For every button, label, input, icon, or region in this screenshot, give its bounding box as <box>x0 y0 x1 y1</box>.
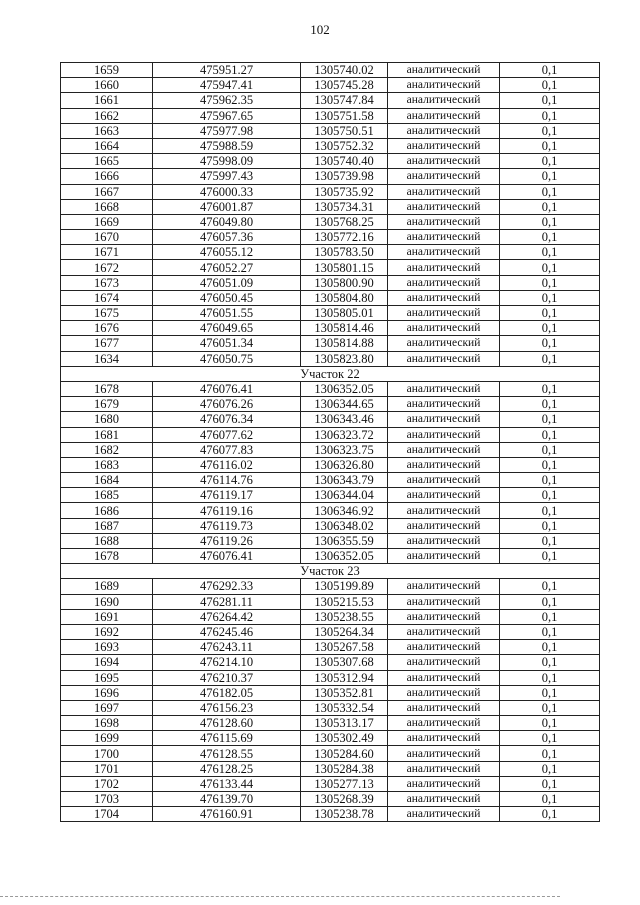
point-number-cell: 1702 <box>61 776 153 791</box>
y-coordinate-cell: 1305783.50 <box>301 245 388 260</box>
point-number-cell: 1704 <box>61 807 153 822</box>
x-coordinate-cell: 476119.73 <box>153 518 301 533</box>
y-coordinate-cell: 1305238.78 <box>301 807 388 822</box>
y-coordinate-cell: 1305264.34 <box>301 624 388 639</box>
point-number-cell: 1696 <box>61 685 153 700</box>
method-cell: аналитический <box>388 108 500 123</box>
x-coordinate-cell: 476160.91 <box>153 807 301 822</box>
accuracy-cell: 0,1 <box>500 655 600 670</box>
x-coordinate-cell: 476001.87 <box>153 199 301 214</box>
point-number-cell: 1634 <box>61 351 153 366</box>
table-row <box>61 685 600 700</box>
accuracy-cell: 0,1 <box>500 427 600 442</box>
y-coordinate-cell: 1305772.16 <box>301 230 388 245</box>
x-coordinate-cell: 476156.23 <box>153 700 301 715</box>
y-coordinate-cell: 1305734.31 <box>301 199 388 214</box>
y-coordinate-cell: 1306344.04 <box>301 488 388 503</box>
y-coordinate-cell: 1305307.68 <box>301 655 388 670</box>
method-cell: аналитический <box>388 199 500 214</box>
section-header-row <box>61 366 600 381</box>
x-coordinate-cell: 476264.42 <box>153 609 301 624</box>
point-number-cell: 1695 <box>61 670 153 685</box>
table-row <box>61 609 600 624</box>
method-cell: аналитический <box>388 230 500 245</box>
method-cell: аналитический <box>388 792 500 807</box>
accuracy-cell: 0,1 <box>500 457 600 472</box>
accuracy-cell: 0,1 <box>500 670 600 685</box>
method-cell: аналитический <box>388 63 500 78</box>
point-number-cell: 1698 <box>61 716 153 731</box>
y-coordinate-cell: 1305814.88 <box>301 336 388 351</box>
method-cell: аналитический <box>388 731 500 746</box>
coordinates-table <box>60 62 600 822</box>
method-cell: аналитический <box>388 503 500 518</box>
method-cell: аналитический <box>388 351 500 366</box>
table-row <box>61 640 600 655</box>
x-coordinate-cell: 476050.75 <box>153 351 301 366</box>
y-coordinate-cell: 1305747.84 <box>301 93 388 108</box>
table-row <box>61 533 600 548</box>
method-cell: аналитический <box>388 381 500 396</box>
table-row <box>61 154 600 169</box>
table-row <box>61 670 600 685</box>
x-coordinate-cell: 476051.55 <box>153 306 301 321</box>
accuracy-cell: 0,1 <box>500 63 600 78</box>
method-cell: аналитический <box>388 716 500 731</box>
table-row <box>61 214 600 229</box>
point-number-cell: 1676 <box>61 321 153 336</box>
x-coordinate-cell: 475977.98 <box>153 123 301 138</box>
method-cell: аналитический <box>388 184 500 199</box>
accuracy-cell: 0,1 <box>500 700 600 715</box>
method-cell: аналитический <box>388 807 500 822</box>
x-coordinate-cell: 476076.26 <box>153 397 301 412</box>
method-cell: аналитический <box>388 245 500 260</box>
accuracy-cell: 0,1 <box>500 230 600 245</box>
y-coordinate-cell: 1305332.54 <box>301 700 388 715</box>
x-coordinate-cell: 476292.33 <box>153 579 301 594</box>
table-row <box>61 716 600 731</box>
x-coordinate-cell: 476210.37 <box>153 670 301 685</box>
y-coordinate-cell: 1305215.53 <box>301 594 388 609</box>
method-cell: аналитический <box>388 93 500 108</box>
accuracy-cell: 0,1 <box>500 807 600 822</box>
page-number: 102 <box>310 22 330 37</box>
y-coordinate-cell: 1305801.15 <box>301 260 388 275</box>
y-coordinate-cell: 1306343.46 <box>301 412 388 427</box>
table-row <box>61 275 600 290</box>
point-number-cell: 1684 <box>61 473 153 488</box>
section-header-row <box>61 564 600 579</box>
table-row <box>61 321 600 336</box>
section-title: Участок 22 <box>61 366 600 381</box>
x-coordinate-cell: 476052.27 <box>153 260 301 275</box>
table-row <box>61 169 600 184</box>
x-coordinate-cell: 476049.65 <box>153 321 301 336</box>
point-number-cell: 1699 <box>61 731 153 746</box>
method-cell: аналитический <box>388 214 500 229</box>
accuracy-cell: 0,1 <box>500 761 600 776</box>
x-coordinate-cell: 476128.55 <box>153 746 301 761</box>
x-coordinate-cell: 476128.25 <box>153 761 301 776</box>
accuracy-cell: 0,1 <box>500 78 600 93</box>
table-row <box>61 123 600 138</box>
table-row <box>61 138 600 153</box>
x-coordinate-cell: 476128.60 <box>153 716 301 731</box>
accuracy-cell: 0,1 <box>500 488 600 503</box>
accuracy-cell: 0,1 <box>500 609 600 624</box>
y-coordinate-cell: 1305800.90 <box>301 275 388 290</box>
y-coordinate-cell: 1305284.60 <box>301 746 388 761</box>
point-number-cell: 1688 <box>61 533 153 548</box>
point-number-cell: 1703 <box>61 792 153 807</box>
point-number-cell: 1679 <box>61 397 153 412</box>
accuracy-cell: 0,1 <box>500 154 600 169</box>
point-number-cell: 1685 <box>61 488 153 503</box>
method-cell: аналитический <box>388 761 500 776</box>
x-coordinate-cell: 476077.83 <box>153 442 301 457</box>
table-row <box>61 792 600 807</box>
table-row <box>61 63 600 78</box>
y-coordinate-cell: 1305739.98 <box>301 169 388 184</box>
x-coordinate-cell: 476076.34 <box>153 412 301 427</box>
method-cell: аналитический <box>388 321 500 336</box>
y-coordinate-cell: 1305199.89 <box>301 579 388 594</box>
x-coordinate-cell: 476051.09 <box>153 275 301 290</box>
table-row <box>61 427 600 442</box>
y-coordinate-cell: 1305313.17 <box>301 716 388 731</box>
x-coordinate-cell: 476077.62 <box>153 427 301 442</box>
table-row <box>61 594 600 609</box>
method-cell: аналитический <box>388 336 500 351</box>
point-number-cell: 1681 <box>61 427 153 442</box>
accuracy-cell: 0,1 <box>500 321 600 336</box>
accuracy-cell: 0,1 <box>500 245 600 260</box>
accuracy-cell: 0,1 <box>500 533 600 548</box>
point-number-cell: 1689 <box>61 579 153 594</box>
table-row <box>61 731 600 746</box>
y-coordinate-cell: 1305267.58 <box>301 640 388 655</box>
x-coordinate-cell: 475998.09 <box>153 154 301 169</box>
x-coordinate-cell: 476049.80 <box>153 214 301 229</box>
accuracy-cell: 0,1 <box>500 624 600 639</box>
accuracy-cell: 0,1 <box>500 290 600 305</box>
point-number-cell: 1660 <box>61 78 153 93</box>
section-title: Участок 23 <box>61 564 600 579</box>
method-cell: аналитический <box>388 640 500 655</box>
y-coordinate-cell: 1306352.05 <box>301 381 388 396</box>
method-cell: аналитический <box>388 549 500 564</box>
table-row <box>61 230 600 245</box>
point-number-cell: 1667 <box>61 184 153 199</box>
accuracy-cell: 0,1 <box>500 184 600 199</box>
table-row <box>61 746 600 761</box>
method-cell: аналитический <box>388 609 500 624</box>
accuracy-cell: 0,1 <box>500 473 600 488</box>
point-number-cell: 1664 <box>61 138 153 153</box>
method-cell: аналитический <box>388 655 500 670</box>
method-cell: аналитический <box>388 427 500 442</box>
table-row <box>61 184 600 199</box>
point-number-cell: 1692 <box>61 624 153 639</box>
point-number-cell: 1690 <box>61 594 153 609</box>
point-number-cell: 1697 <box>61 700 153 715</box>
method-cell: аналитический <box>388 457 500 472</box>
table-row <box>61 397 600 412</box>
accuracy-cell: 0,1 <box>500 397 600 412</box>
x-coordinate-cell: 476076.41 <box>153 381 301 396</box>
method-cell: аналитический <box>388 488 500 503</box>
y-coordinate-cell: 1306344.65 <box>301 397 388 412</box>
accuracy-cell: 0,1 <box>500 93 600 108</box>
accuracy-cell: 0,1 <box>500 199 600 214</box>
table-row <box>61 290 600 305</box>
x-coordinate-cell: 476133.44 <box>153 776 301 791</box>
accuracy-cell: 0,1 <box>500 214 600 229</box>
accuracy-cell: 0,1 <box>500 640 600 655</box>
point-number-cell: 1665 <box>61 154 153 169</box>
point-number-cell: 1659 <box>61 63 153 78</box>
y-coordinate-cell: 1305814.46 <box>301 321 388 336</box>
x-coordinate-cell: 476214.10 <box>153 655 301 670</box>
accuracy-cell: 0,1 <box>500 442 600 457</box>
y-coordinate-cell: 1306323.75 <box>301 442 388 457</box>
y-coordinate-cell: 1305268.39 <box>301 792 388 807</box>
table-row <box>61 488 600 503</box>
point-number-cell: 1680 <box>61 412 153 427</box>
method-cell: аналитический <box>388 473 500 488</box>
point-number-cell: 1673 <box>61 275 153 290</box>
table-row <box>61 412 600 427</box>
x-coordinate-cell: 476182.05 <box>153 685 301 700</box>
table-row <box>61 579 600 594</box>
accuracy-cell: 0,1 <box>500 381 600 396</box>
y-coordinate-cell: 1305312.94 <box>301 670 388 685</box>
y-coordinate-cell: 1306346.92 <box>301 503 388 518</box>
y-coordinate-cell: 1306323.72 <box>301 427 388 442</box>
point-number-cell: 1661 <box>61 93 153 108</box>
point-number-cell: 1693 <box>61 640 153 655</box>
point-number-cell: 1674 <box>61 290 153 305</box>
point-number-cell: 1678 <box>61 381 153 396</box>
accuracy-cell: 0,1 <box>500 746 600 761</box>
method-cell: аналитический <box>388 138 500 153</box>
accuracy-cell: 0,1 <box>500 776 600 791</box>
y-coordinate-cell: 1305805.01 <box>301 306 388 321</box>
x-coordinate-cell: 476116.02 <box>153 457 301 472</box>
point-number-cell: 1662 <box>61 108 153 123</box>
table-row <box>61 761 600 776</box>
point-number-cell: 1700 <box>61 746 153 761</box>
method-cell: аналитический <box>388 533 500 548</box>
method-cell: аналитический <box>388 306 500 321</box>
accuracy-cell: 0,1 <box>500 412 600 427</box>
point-number-cell: 1668 <box>61 199 153 214</box>
y-coordinate-cell: 1305302.49 <box>301 731 388 746</box>
point-number-cell: 1677 <box>61 336 153 351</box>
y-coordinate-cell: 1305277.13 <box>301 776 388 791</box>
coordinates-table-body <box>61 63 600 822</box>
x-coordinate-cell: 476000.33 <box>153 184 301 199</box>
x-coordinate-cell: 476115.69 <box>153 731 301 746</box>
accuracy-cell: 0,1 <box>500 503 600 518</box>
table-row <box>61 700 600 715</box>
accuracy-cell: 0,1 <box>500 260 600 275</box>
y-coordinate-cell: 1305751.58 <box>301 108 388 123</box>
y-coordinate-cell: 1305750.51 <box>301 123 388 138</box>
method-cell: аналитический <box>388 260 500 275</box>
y-coordinate-cell: 1305740.02 <box>301 63 388 78</box>
point-number-cell: 1691 <box>61 609 153 624</box>
y-coordinate-cell: 1305284.38 <box>301 761 388 776</box>
method-cell: аналитический <box>388 397 500 412</box>
x-coordinate-cell: 476119.17 <box>153 488 301 503</box>
y-coordinate-cell: 1306352.05 <box>301 549 388 564</box>
table-row <box>61 93 600 108</box>
method-cell: аналитический <box>388 594 500 609</box>
x-coordinate-cell: 476076.41 <box>153 549 301 564</box>
accuracy-cell: 0,1 <box>500 685 600 700</box>
point-number-cell: 1687 <box>61 518 153 533</box>
x-coordinate-cell: 475997.43 <box>153 169 301 184</box>
accuracy-cell: 0,1 <box>500 138 600 153</box>
point-number-cell: 1694 <box>61 655 153 670</box>
point-number-cell: 1669 <box>61 214 153 229</box>
point-number-cell: 1701 <box>61 761 153 776</box>
accuracy-cell: 0,1 <box>500 549 600 564</box>
table-row <box>61 199 600 214</box>
x-coordinate-cell: 476050.45 <box>153 290 301 305</box>
accuracy-cell: 0,1 <box>500 579 600 594</box>
accuracy-cell: 0,1 <box>500 123 600 138</box>
method-cell: аналитический <box>388 275 500 290</box>
x-coordinate-cell: 476139.70 <box>153 792 301 807</box>
accuracy-cell: 0,1 <box>500 336 600 351</box>
y-coordinate-cell: 1305352.81 <box>301 685 388 700</box>
table-row <box>61 518 600 533</box>
table-row <box>61 807 600 822</box>
accuracy-cell: 0,1 <box>500 275 600 290</box>
table-row <box>61 245 600 260</box>
x-coordinate-cell: 476051.34 <box>153 336 301 351</box>
method-cell: аналитический <box>388 518 500 533</box>
y-coordinate-cell: 1306343.79 <box>301 473 388 488</box>
accuracy-cell: 0,1 <box>500 792 600 807</box>
method-cell: аналитический <box>388 670 500 685</box>
point-number-cell: 1670 <box>61 230 153 245</box>
x-coordinate-cell: 475951.27 <box>153 63 301 78</box>
accuracy-cell: 0,1 <box>500 169 600 184</box>
point-number-cell: 1666 <box>61 169 153 184</box>
x-coordinate-cell: 476243.11 <box>153 640 301 655</box>
accuracy-cell: 0,1 <box>500 351 600 366</box>
y-coordinate-cell: 1305823.80 <box>301 351 388 366</box>
accuracy-cell: 0,1 <box>500 306 600 321</box>
y-coordinate-cell: 1306326.80 <box>301 457 388 472</box>
y-coordinate-cell: 1306348.02 <box>301 518 388 533</box>
method-cell: аналитический <box>388 746 500 761</box>
y-coordinate-cell: 1305752.32 <box>301 138 388 153</box>
y-coordinate-cell: 1305768.25 <box>301 214 388 229</box>
point-number-cell: 1686 <box>61 503 153 518</box>
method-cell: аналитический <box>388 685 500 700</box>
method-cell: аналитический <box>388 700 500 715</box>
x-coordinate-cell: 475988.59 <box>153 138 301 153</box>
point-number-cell: 1672 <box>61 260 153 275</box>
x-coordinate-cell: 476281.11 <box>153 594 301 609</box>
point-number-cell: 1671 <box>61 245 153 260</box>
method-cell: аналитический <box>388 78 500 93</box>
table-row <box>61 776 600 791</box>
method-cell: аналитический <box>388 123 500 138</box>
x-coordinate-cell: 476114.76 <box>153 473 301 488</box>
point-number-cell: 1675 <box>61 306 153 321</box>
x-coordinate-cell: 475947.41 <box>153 78 301 93</box>
method-cell: аналитический <box>388 412 500 427</box>
table-row <box>61 260 600 275</box>
x-coordinate-cell: 476119.16 <box>153 503 301 518</box>
x-coordinate-cell: 476119.26 <box>153 533 301 548</box>
x-coordinate-cell: 476055.12 <box>153 245 301 260</box>
scan-bottom-edge <box>0 896 560 897</box>
y-coordinate-cell: 1305804.80 <box>301 290 388 305</box>
table-row <box>61 336 600 351</box>
method-cell: аналитический <box>388 442 500 457</box>
method-cell: аналитический <box>388 154 500 169</box>
table-row <box>61 473 600 488</box>
accuracy-cell: 0,1 <box>500 108 600 123</box>
table-row <box>61 503 600 518</box>
table-row <box>61 78 600 93</box>
table-row <box>61 351 600 366</box>
accuracy-cell: 0,1 <box>500 716 600 731</box>
point-number-cell: 1663 <box>61 123 153 138</box>
method-cell: аналитический <box>388 776 500 791</box>
method-cell: аналитический <box>388 169 500 184</box>
table-row <box>61 549 600 564</box>
table-row <box>61 442 600 457</box>
table-row <box>61 306 600 321</box>
method-cell: аналитический <box>388 579 500 594</box>
x-coordinate-cell: 476057.36 <box>153 230 301 245</box>
y-coordinate-cell: 1305740.40 <box>301 154 388 169</box>
table-row <box>61 624 600 639</box>
point-number-cell: 1683 <box>61 457 153 472</box>
point-number-cell: 1678 <box>61 549 153 564</box>
y-coordinate-cell: 1305735.92 <box>301 184 388 199</box>
x-coordinate-cell: 475962.35 <box>153 93 301 108</box>
accuracy-cell: 0,1 <box>500 518 600 533</box>
method-cell: аналитический <box>388 290 500 305</box>
y-coordinate-cell: 1305238.55 <box>301 609 388 624</box>
table-row <box>61 655 600 670</box>
y-coordinate-cell: 1305745.28 <box>301 78 388 93</box>
method-cell: аналитический <box>388 624 500 639</box>
point-number-cell: 1682 <box>61 442 153 457</box>
table-row <box>61 457 600 472</box>
table-row <box>61 381 600 396</box>
x-coordinate-cell: 476245.46 <box>153 624 301 639</box>
x-coordinate-cell: 475967.65 <box>153 108 301 123</box>
table-row <box>61 108 600 123</box>
y-coordinate-cell: 1306355.59 <box>301 533 388 548</box>
accuracy-cell: 0,1 <box>500 731 600 746</box>
accuracy-cell: 0,1 <box>500 594 600 609</box>
